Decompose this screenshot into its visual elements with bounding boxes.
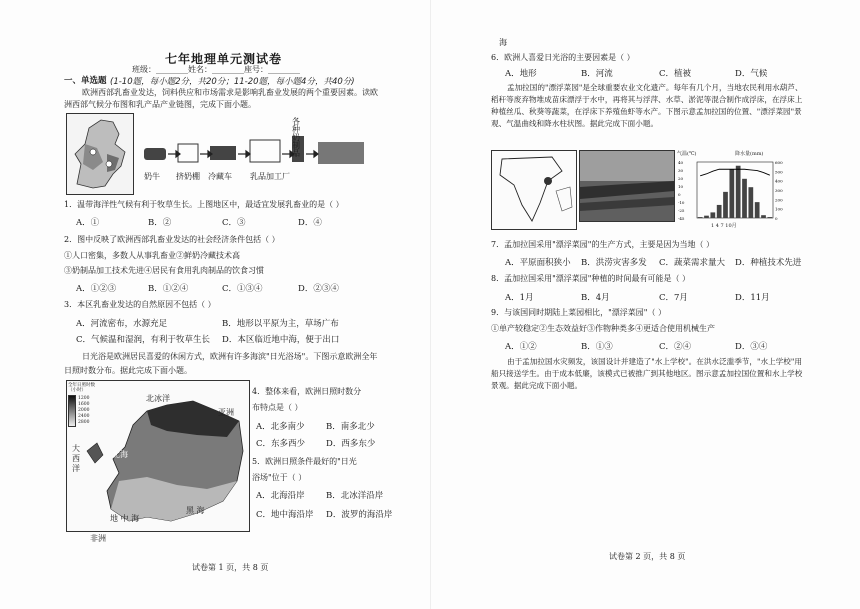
passage-3: 孟加拉国的"漂浮菜园"是全球重要农业文化遗产。每年有几个月，当地农民利用水葫芦、稻秆等废弃物堆成苗床漂浮于水中，再将其与浮萍、水草、淤泥等混合制作成浮床，在浮床上种植丝瓜、秋葵等蔬菜，在浮床下养殖鱼虾等水产。下图示意孟加拉国的位置、"漂浮菜园"景观、气温曲线和降水柱状图。据此完成下面小题。 [491, 83, 803, 128]
page-2-top-word: 海 [499, 38, 507, 47]
q2-line-1: ①人口密集，多数人从事乳畜业②鲜奶冷藏技术高 [64, 251, 240, 260]
temp-tick-label: 0 [678, 192, 681, 197]
temp-tick-label: -10 [678, 200, 685, 205]
q4-option-b[interactable]: B．南多北少 [326, 422, 375, 432]
legend-value-1: 1200 [78, 396, 90, 401]
precip-bar [742, 179, 747, 218]
question-7: 7．孟加拉国采用"漂浮菜园"的生产方式，主要是因为当地（ ） [491, 240, 714, 249]
q2-line-2: ③奶制品加工技术先进④居民有食用乳肉制品的饮食习惯 [64, 266, 264, 275]
q9-option-c[interactable]: C．②④ [659, 342, 692, 352]
month-axis-label: 1 4 7 10月 [711, 223, 737, 229]
q9-option-a[interactable]: A．①② [505, 342, 537, 352]
q9-statements: ①单产较稳定②生态效益好③作物种类多④更适合使用机械生产 [491, 324, 715, 333]
label-black-sea: 黑 海 [186, 506, 205, 515]
precip-tick-label: 0 [775, 216, 778, 221]
q3-option-d[interactable]: D．本区临近地中海，便于出口 [222, 335, 340, 345]
q6-option-b[interactable]: B．河流 [581, 69, 613, 79]
page-2-footer: 试卷第 2 页，共 8 页 [609, 552, 686, 561]
legend-title: 全年日照时数（小时） [68, 383, 95, 393]
precip-bar [767, 217, 772, 218]
precip-tick-label: 300 [775, 188, 783, 193]
q9-option-b[interactable]: B．①③ [581, 342, 613, 352]
q3-option-b[interactable]: B．地形以平原为主，草场广布 [222, 319, 339, 329]
q1-option-b[interactable]: B．② [148, 218, 172, 228]
label-arctic-ocean: 北冰洋 [146, 394, 170, 403]
climate-chart [677, 150, 797, 230]
passage-2-line-2: 日照时数分布。据此完成下面小题。 [64, 366, 192, 375]
label-north-sea: 北海 [112, 450, 128, 459]
q5-option-c[interactable]: C．地中海沿岸 [256, 510, 314, 520]
sunshine-legend [68, 395, 89, 427]
precip-tick-label: 200 [775, 197, 783, 203]
legend-value-3: 2000 [78, 408, 90, 413]
question-3: 3．本区乳畜业发达的自然原因不包括（ ） [64, 300, 216, 309]
label-africa: 非洲 [90, 534, 106, 543]
question-1: 1．温带海洋性气候有利于牧草生长。上图地区中，最适宜发展乳畜业的是（ ） [64, 200, 344, 209]
legend-value-2: 1600 [78, 402, 90, 407]
floating-garden-photo [579, 150, 675, 222]
q2-option-d[interactable]: D．②③④ [298, 284, 339, 294]
temperature-line [700, 169, 770, 176]
label-asia: 亚洲 [218, 408, 234, 417]
temp-tick-label: -45 [678, 216, 685, 221]
q5-option-a[interactable]: A．北海沿岸 [256, 491, 305, 501]
temp-tick-label: 10 [678, 184, 684, 189]
page-title: 七年地理单元测试卷 [165, 52, 283, 66]
q4-option-a[interactable]: A．北多南少 [256, 422, 305, 432]
q6-option-a[interactable]: A．地形 [505, 69, 537, 79]
precip-bar [710, 212, 715, 218]
precip-bar [748, 187, 753, 218]
q5-option-b[interactable]: B．北冰洋沿岸 [326, 491, 384, 501]
q7-option-a[interactable]: A．平原面积狭小 [505, 258, 571, 268]
q6-option-d[interactable]: D．气候 [735, 69, 768, 79]
page-2 [430, 0, 860, 609]
label-atlantic: 大西洋 [72, 444, 80, 473]
q1-option-a[interactable]: A．① [76, 218, 100, 228]
precip-bar [729, 169, 734, 218]
chain-label-truck: 冷藏车 [208, 172, 232, 181]
q2-option-b[interactable]: B．①②④ [148, 284, 189, 294]
passage-4: 由于孟加拉国水灾频发，该国设计并建造了"水上学校"。在洪水泛滥季节，"水上学校"用船只接送学生。由于成本低廉，该模式已被推广到其他地区。图示意孟加拉国位置和水上学校景观。据此完成下面小题。 [491, 357, 803, 390]
temp-axis-title: 气温(℃) [677, 151, 697, 157]
chain-label-cow: 奶牛 [144, 172, 160, 181]
handwritten-note: (1-10题，每小题2分，共20分；11-20题，每小题4分，共40分) [110, 77, 355, 87]
intro-line-2: 洲西部气候分布图和乳产品产业链图，完成下面小题。 [64, 100, 256, 109]
q8-option-b[interactable]: B．4月 [581, 293, 610, 303]
precip-bar [736, 166, 741, 218]
label-mediterranean: 地 中 海 [110, 514, 140, 523]
temp-tick-label: 40 [678, 160, 684, 165]
page-1-footer: 试卷第 1 页，共 8 页 [192, 563, 269, 572]
question-2: 2．图中反映了欧洲西部乳畜业发达的社会经济条件包括（ ） [64, 235, 280, 244]
question-8: 8．孟加拉国采用"漂浮菜园"种植的时间最有可能是（ ） [491, 274, 690, 283]
section-heading: 一、单选题 [64, 76, 107, 86]
precip-bar [717, 205, 722, 218]
student-info: 班级：________姓名：________座号：________ [132, 65, 300, 74]
precip-tick-label: 500 [775, 169, 783, 175]
precip-bar [755, 202, 760, 218]
precip-tick-label: 100 [775, 206, 783, 212]
q7-option-b[interactable]: B．洪涝灾害多发 [581, 258, 647, 268]
precip-bar [704, 216, 709, 218]
q7-option-d[interactable]: D．种植技术先进 [735, 258, 802, 268]
question-4: 4．整体来看，欧洲日照时数分布特点是（ ） [252, 387, 362, 412]
chain-label-products: 各种奶制品 [292, 117, 300, 158]
chain-label-factory: 乳品加工厂 [250, 172, 290, 181]
bangladesh-location-map [491, 150, 577, 230]
temp-tick-label: 20 [678, 176, 684, 181]
q4-option-d[interactable]: D．西多东少 [326, 439, 376, 449]
q6-option-c[interactable]: C．植被 [659, 69, 692, 79]
question-9: 9．与该国同时期陆上菜园相比，"漂浮菜园"（ ） [491, 308, 666, 317]
q8-option-d[interactable]: D．11月 [735, 293, 770, 303]
legend-value-4: 2400 [78, 414, 90, 419]
climate-plot [677, 158, 797, 228]
q8-option-c[interactable]: C．7月 [659, 293, 688, 303]
legend-value-5: 2800 [78, 420, 90, 425]
q3-option-c[interactable]: C．气候温和湿润，有利于牧草生长 [76, 335, 211, 345]
chain-label-milking: 挤奶棚 [176, 172, 200, 181]
q9-option-d[interactable]: D．③④ [735, 342, 768, 352]
temp-tick-label: 30 [678, 168, 684, 173]
question-6: 6．欧洲人喜爱日光浴的主要因素是（ ） [491, 53, 635, 62]
intro-line-1: 欧洲西部乳畜业发达，饲料供应和市场需求是影响乳畜业发展的两个重要因素。读欧 [82, 88, 378, 97]
q7-option-c[interactable]: C．蔬菜需求量大 [659, 258, 726, 268]
q2-option-c[interactable]: C．①③④ [222, 284, 263, 294]
precip-bar [761, 215, 766, 218]
q2-option-a[interactable]: A．①②③ [76, 284, 117, 294]
passage-2-line-1: 日光浴是欧洲居民喜爱的休闲方式，欧洲有许多海滨"日光浴场"。下图示意欧洲全年 [82, 352, 378, 361]
q1-option-d[interactable]: D．④ [298, 218, 322, 228]
q4-option-c[interactable]: C．东多西少 [256, 439, 306, 449]
precip-bar [698, 217, 703, 218]
q1-option-c[interactable]: C．③ [222, 218, 246, 228]
precip-tick-label: 400 [775, 178, 783, 184]
q5-option-d[interactable]: D．波罗的海沿岸 [326, 510, 393, 520]
q8-option-a[interactable]: A．1月 [505, 293, 534, 303]
precip-tick-label: 600 [775, 160, 783, 165]
question-5: 5．欧洲日照条件最好的"日光浴场"位于（ ） [252, 457, 357, 482]
temp-tick-label: -25 [678, 208, 685, 213]
chart-frame [697, 162, 773, 218]
europe-climate-map [66, 113, 134, 195]
precip-bar [723, 192, 728, 218]
q3-option-a[interactable]: A．河流密布，水源充足 [76, 319, 168, 329]
precip-axis-title: 降水量(mm) [735, 151, 764, 157]
